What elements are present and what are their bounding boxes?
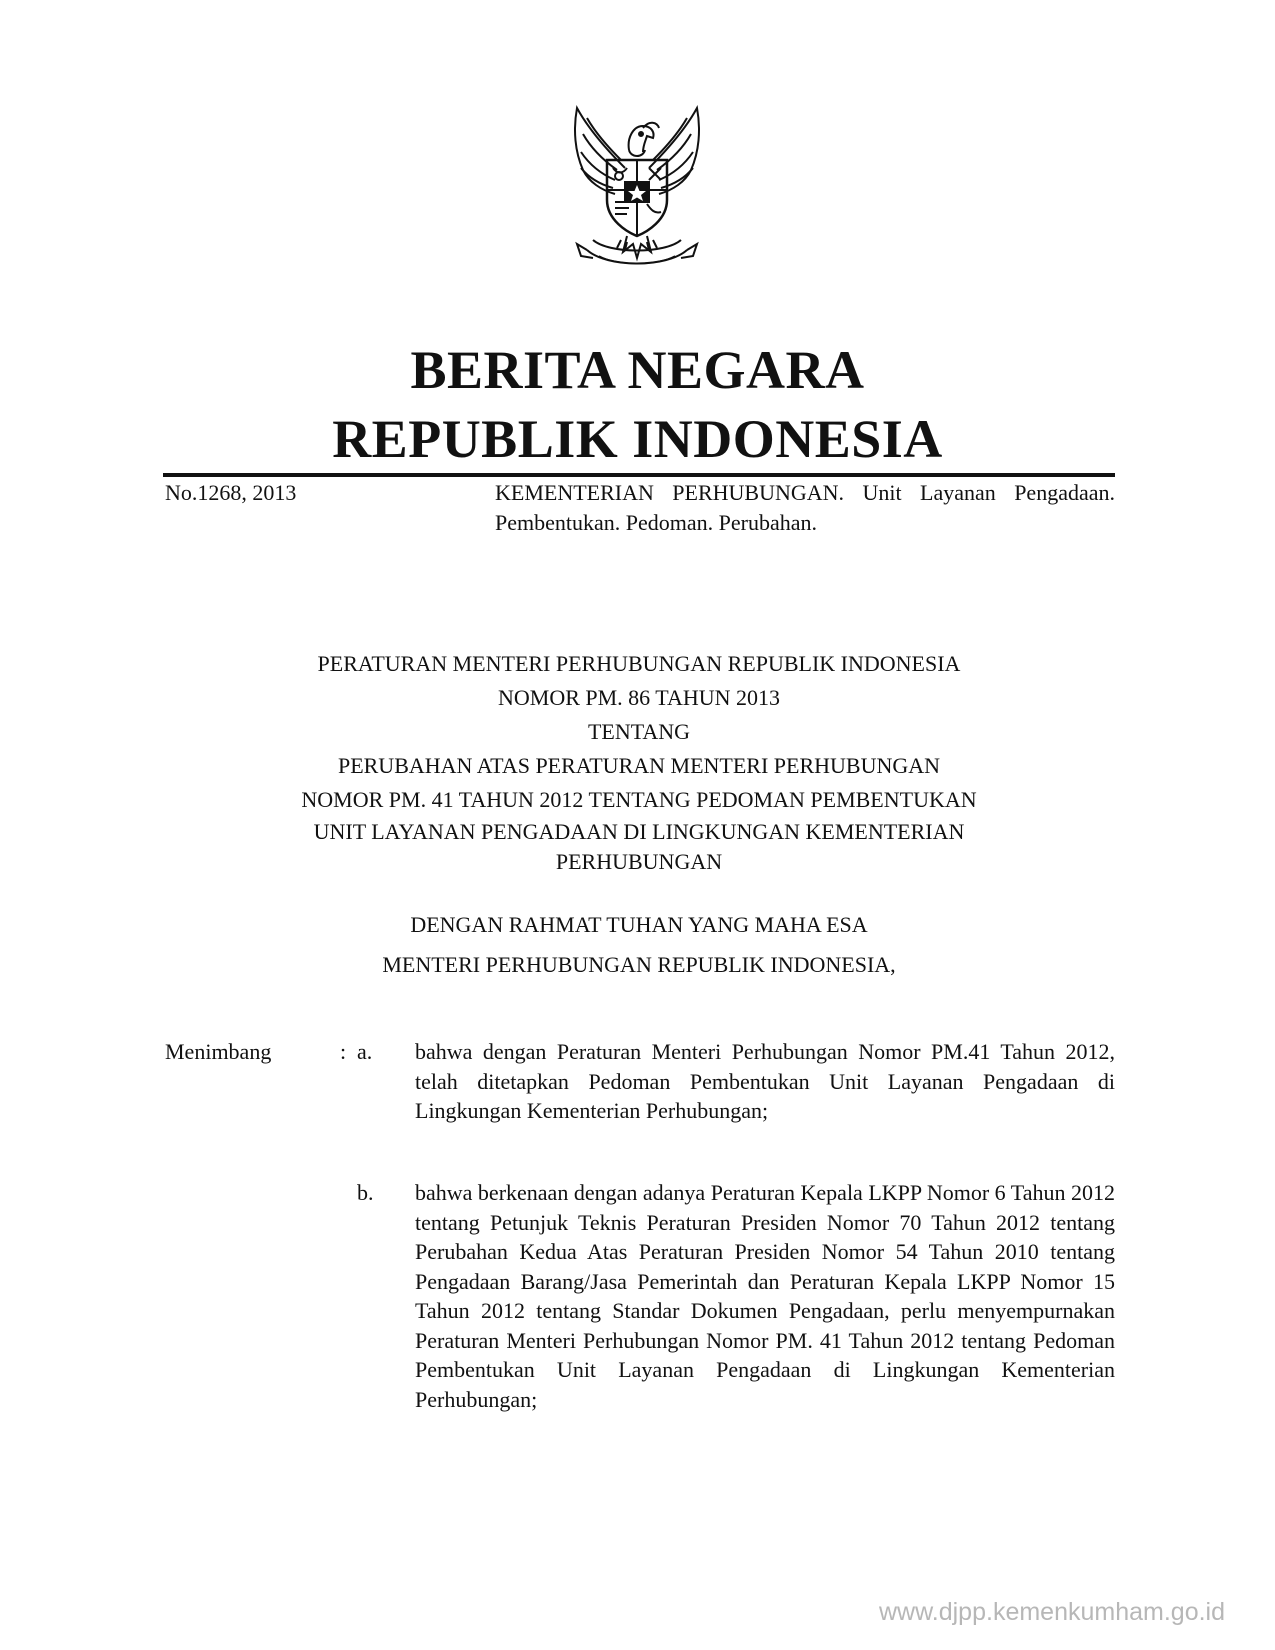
menimbang-label: Menimbang xyxy=(165,1039,272,1064)
garuda-pancasila-emblem xyxy=(537,90,737,290)
regulation-title-block xyxy=(163,647,1115,877)
regulation-number: NOMOR PM. 86 TAHUN 2013 xyxy=(497,685,781,710)
clause-text: bahwa berkenaan dengan adanya Peraturan Kepala LKPP Nomor 6 Tahun 2012 tentang Petunjuk Teknis Peraturan Presiden Nomor 70 Tahun 2012 tentang Perubahan Kedua Atas Peraturan Presiden Nomor 54 Tahun 2010 tentang Pengadaan Barang/Jasa Pemerintah dan Peraturan Kepala LKPP Nomor 15 Tahun 2012 tentang Standar Dokumen Pengadaan, perlu menyempurnakan Peraturan Menteri Perhubungan Nomor PM. 41 Tahun 2012 tentang Pedoman Pembentukan Unit Layanan Pengadaan di Lingkungan Kementerian Perhubungan; xyxy=(415,1180,1115,1412)
masthead-divider xyxy=(163,473,1115,477)
document-subject: KEMENTERIAN PERHUBUNGAN. Unit Layanan Pengadaan. Pembentukan. Pedoman. Perubahan. xyxy=(495,480,1115,535)
menimbang-colon: : xyxy=(340,1039,347,1064)
regulation-title-line: PERATURAN MENTERI PERHUBUNGAN REPUBLIK INDONESIA xyxy=(317,651,961,676)
opening-block xyxy=(163,905,1115,985)
clause-marker: a. xyxy=(357,1039,373,1064)
clause-marker: b. xyxy=(357,1180,374,1205)
regulation-subject-line: UNIT LAYANAN PENGADAAN DI LINGKUNGAN KEMENTERIAN PERHUBUNGAN xyxy=(313,819,965,874)
regulation-tentang: TENTANG xyxy=(587,719,691,744)
masthead-title-line-1: BERITA NEGARA xyxy=(410,340,865,400)
opening-invocation: DENGAN RAHMAT TUHAN YANG MAHA ESA xyxy=(410,912,868,937)
document-number: No.1268, 2013 xyxy=(165,480,297,505)
regulation-subject-line: NOMOR PM. 41 TAHUN 2012 TENTANG PEDOMAN PEMBENTUKAN xyxy=(301,787,977,812)
clause-text: bahwa dengan Peraturan Menteri Perhubungan Nomor PM.41 Tahun 2012, telah ditetapkan Pedoman Pembentukan Unit Layanan Pengadaan di Lingkungan Kementerian Perhubungan; xyxy=(415,1039,1115,1123)
source-watermark: www.djpp.kemenkumham.go.id xyxy=(879,1598,1225,1626)
regulation-subject-line: PERUBAHAN ATAS PERATURAN MENTERI PERHUBUNGAN xyxy=(337,753,941,778)
masthead-title-line-2: REPUBLIK INDONESIA xyxy=(332,409,943,469)
opening-minister: MENTERI PERHUBUNGAN REPUBLIK INDONESIA, xyxy=(382,952,896,977)
